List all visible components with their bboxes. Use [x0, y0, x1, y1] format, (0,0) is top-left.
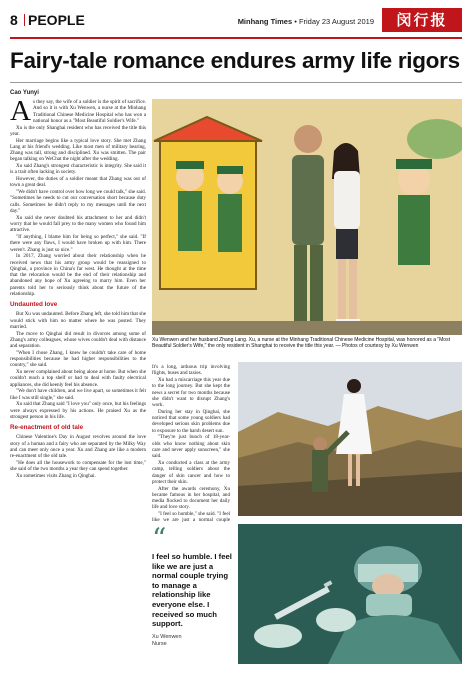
- paragraph-text: Xu sometimes visits Zhang in Qinghai.: [16, 472, 96, 479]
- body-paragraph: [152, 511, 230, 522]
- body-paragraph: [10, 138, 146, 163]
- paragraph-text: Chinese Valentine's Day in August revolves around the love story of a human and a fairy who are separated by the Milky Way and can meet only once a year. Xu and Zhang are like a modern re-enactment of the old tale.: [10, 434, 146, 460]
- headline: Fairy-tale romance endures army life rigors: [10, 48, 460, 73]
- paragraph-text: It's a long, arduous trip involving flights, buses and taxies.: [152, 364, 230, 377]
- paragraph-text: s they say, the wife of a soldier is the spirit of sacrifice. And so it is with Xu Wenwen, a nurse at the Minhang Traditional Chinese Medicine Hospital who has won a national honor as a "Most Beautiful Soldier's Wife.": [32, 99, 146, 124]
- paragraph-text: "They're just bunch of 18-year-olds who know nothing about skin care and never apply sunscreen," she said.: [152, 434, 230, 460]
- pull-quote: [152, 522, 232, 664]
- paragraph-text: But Xu was undaunted. Before Zhang left, she told him that she would stick with him no matter where he was posted. They married.: [10, 311, 146, 330]
- body-paragraph: [10, 189, 146, 214]
- quote-mark-icon: “: [152, 522, 167, 555]
- paragraph-text: "He does all the housework to compensate for the lost time," she said of the two months a year they can spend together.: [10, 459, 146, 473]
- pull-quote-text: I feel so humble. I feel like we are just a normal couple trying to manage a relationship like everyone else. I received so much support.: [152, 552, 232, 629]
- body-paragraph: [10, 234, 146, 253]
- body-paragraph: [10, 401, 146, 420]
- pull-quote-role: Nurse: [152, 640, 167, 647]
- paragraph-text: Xu had a miscarriage this year due to the long journey. But she kept the news a secret for two months because she didn't want to disrupt Zhang's work.: [152, 376, 230, 409]
- headline-rule: [10, 82, 462, 83]
- paragraph-text: Her marriage begins like a typical love story. She met Zhang Lang at his friend's wedding. Like most men of military bearing, Zhang was tall, strong and disciplined. Xu was smitten. The pair began talking on WeChat the night after the wedding.: [10, 137, 146, 163]
- paragraph-text: Xu said she never doubted his attachment to her and didn't worry that he would fall prey to the many women who found him attractive.: [10, 214, 146, 234]
- drop-cap: A: [10, 99, 31, 127]
- section-name: PEOPLE: [28, 12, 85, 28]
- pull-quote-name: Xu Wenwen: [152, 633, 182, 640]
- body-paragraph: [10, 163, 146, 176]
- body-paragraph: [10, 369, 146, 388]
- body-paragraph: [10, 311, 146, 330]
- paragraph-text: Re-enactment of old tale: [10, 424, 84, 432]
- body-paragraph: [10, 434, 146, 459]
- body-paragraph: [10, 350, 146, 369]
- article-column-1: [10, 99, 146, 667]
- subheading: [10, 301, 146, 309]
- publication-name: Minhang Times: [237, 17, 293, 26]
- page-number: 8: [10, 12, 18, 28]
- paragraph-text: "We didn't have control over how long we could talk," she said. "Sometimes he needs to cut our conversation short because duty calls. Sometimes he didn't reply to my messages until the next day.": [10, 189, 146, 214]
- body-paragraph: [10, 99, 146, 127]
- body-paragraph: [10, 253, 146, 297]
- body-paragraph: [152, 486, 230, 511]
- issue-date: Friday 23 August 2019: [298, 17, 374, 26]
- paragraph-text: After the awards ceremony, Xu became famous in her hospital, and media flocked to document her daily life and love story.: [152, 485, 230, 511]
- paragraph-text: "When I chose Zhang, I knew he couldn't take care of home responsibilities because he had higher responsibilities to the country," she said.: [10, 349, 146, 369]
- paragraph-text: During her stay in Qinghai, she noticed that some young soldiers had developed serious skin problems due to exposure to the harsh desert sun.: [152, 408, 230, 434]
- paragraph-text: In 2017, Zhang worried about their relationship when he received news that his army group would be reassigned to Qinghai, a province in China's far west. He thought at the time that the relocation would be the end of their relationship and abandoned any hope of Xu agreeing to marry him. Even her parents told her to seriously think about the future of the relationship.: [10, 253, 146, 298]
- photo-caption: Xu Wenwen and her husband Zhang Lang. Xu, a nurse at the Minhang Traditional Chinese Medicine Hospital, was honored as a "Most Beautiful Soldier's Wife," the only resident in Shanghai to receive the title this year. — Photos of courtesy by Xu Wenwen: [152, 337, 450, 349]
- paragraph-text: Xu conducted a class at the army camp, telling soldiers about the danger of skin cancer and how to protect their skin.: [152, 460, 230, 485]
- subheading: [10, 424, 146, 432]
- masthead: Minhang Times • Friday 23 August 2019: [237, 17, 374, 26]
- page-header: [10, 6, 462, 34]
- body-paragraph: [10, 176, 146, 189]
- body-paragraph: [10, 388, 146, 401]
- section-label: [24, 12, 85, 28]
- paragraph-text: However, the duties of a soldier meant that Zhang was out of town a great deal.: [10, 176, 146, 189]
- article-column-2: [152, 364, 230, 522]
- paragraph-text: "If anything, I blame him for being so perfect," she said. "If there were any flaws, I would have broken up with him. There weren't. Zhang is just so nice.": [10, 233, 146, 253]
- paragraph-text: Xu never complained about being alone at home. But when she couldn't reach a top shelf or had to deal with faulty electrical appliances, she did keenly feel his absence.: [10, 369, 146, 388]
- paragraph-text: Xu said that Zhang said "I love you" only once, but his feelings were always expressed by his actions. He praised Xu as the strongest person in his life.: [10, 401, 146, 421]
- body-paragraph: [10, 460, 146, 473]
- nurse-photo-illustration: [238, 524, 462, 664]
- nurse-photo: [238, 524, 462, 664]
- body-paragraph: [152, 364, 230, 377]
- paragraph-text: The move to Qinghai did result in divorces among some of Zhang's army colleagues, whose wives couldn't deal with distance and separation.: [10, 330, 146, 350]
- newspaper-logo: 闵行报: [382, 8, 462, 32]
- body-paragraph: [10, 215, 146, 234]
- paragraph-text: "I feel so humble," she said. "I feel like we are just a normal couple: [152, 511, 230, 522]
- couple-photo-illustration: [152, 99, 462, 335]
- byline: Cao Yunyi: [10, 90, 39, 96]
- body-paragraph: [152, 377, 230, 408]
- body-paragraph: [152, 409, 230, 434]
- body-paragraph: [10, 331, 146, 350]
- header-rule: [10, 37, 462, 39]
- desert-photo-illustration: [238, 362, 462, 516]
- paragraph-text: "We don't have children, and we live apart, so sometimes it felt like I was still single," she said.: [10, 388, 146, 401]
- body-paragraph: [152, 460, 230, 485]
- body-paragraph: [10, 125, 146, 138]
- desert-photo: [238, 362, 462, 516]
- body-paragraph: [10, 473, 146, 479]
- paragraph-text: Xu is the only Shanghai resident who has received the title this year.: [10, 124, 146, 137]
- paragraph-text: Undaunted love: [10, 301, 58, 309]
- body-paragraph: [152, 434, 230, 459]
- couple-photo: [152, 99, 462, 335]
- paragraph-text: Xu said Zhang's strongest characteristic is integrity. She said it is a trait often lacking in society.: [10, 163, 146, 176]
